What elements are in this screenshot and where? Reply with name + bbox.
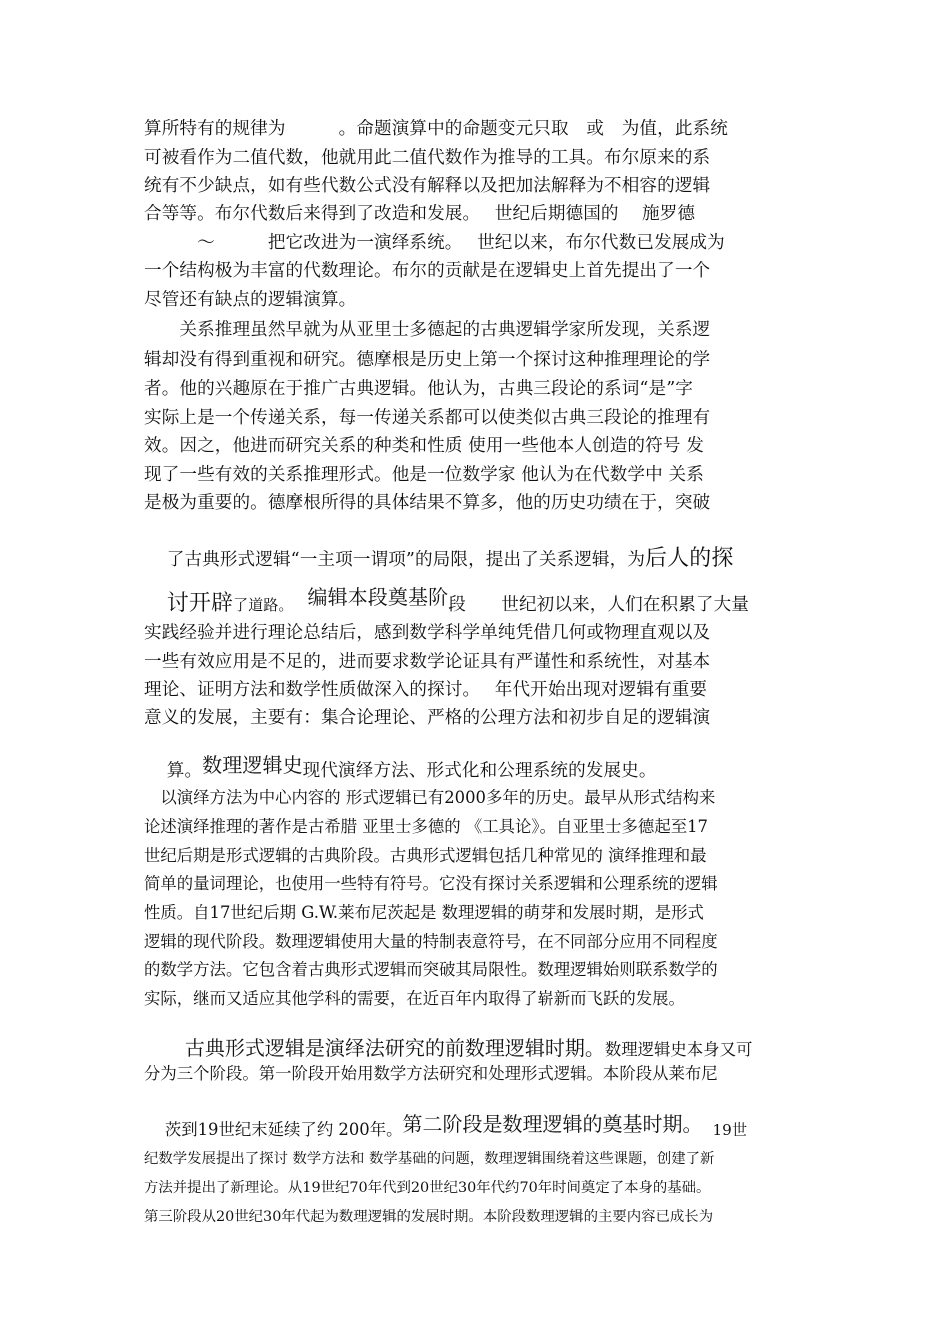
text-run-large: 后人的探: [645, 545, 734, 571]
text-line: 方法并提出了新理论。从19世纪70年代到20世纪30年代约70年时间奠定了本身的基础。: [144, 1180, 711, 1196]
section-heading-link[interactable]: 编辑本段奠基阶: [307, 584, 449, 609]
text-line: 性质。自17世纪后期 G.W.莱布尼茨起是 数理逻辑的萌芽和发展时期，是形式: [144, 903, 704, 922]
text-line: 者。他的兴趣原在于推广古典逻辑。他认为，古典三段论的系词“是”字: [144, 379, 694, 399]
text-line: 统有不少缺点，如有些代数公式没有解释以及把加法解释为不相容的逻辑: [144, 176, 711, 196]
text-run-large: 讨开辟: [166, 590, 234, 616]
text-line: 世纪后期是形式逻辑的古典阶段。古典形式逻辑包括几种常见的 演绎推理和最: [144, 846, 707, 865]
text-line: 算所特有的规律为 。命题演算中的命题变元只取 或 为值，此系统: [144, 119, 728, 139]
text-run: 数理逻辑史本身又可: [604, 1040, 753, 1060]
text-line: 合等等。布尔代数后来得到了改造和发展。 世纪后期德国的 施罗德: [144, 204, 696, 224]
text-line: 理论、证明方法和数学性质做深入的探讨。 年代开始出现对逻辑有重要: [144, 680, 708, 700]
text-line: 关系推理虽然早就为从亚里士多德起的古典逻辑学家所发现，关系逻: [144, 320, 711, 340]
text-run: 了古典形式逻辑“一主项一谓项”的局限，提出了关系逻辑，为: [166, 549, 646, 570]
text-line: 实践经验并进行理论总结后，感到数学科学单纯凭借几何或物理直观以及: [144, 623, 711, 643]
text-line: 实际，继而又适应其他学科的需要，在近百年内取得了崭新而飞跃的发展。: [144, 989, 685, 1008]
text-line: 一些有效应用是不足的，进而要求数学论证具有严谨性和系统性，对基本: [144, 652, 711, 672]
text-run-large: 第二阶段是数理逻辑的奠基时期。: [402, 1112, 703, 1137]
text-line: 效。因之，他进而研究关系的种类和性质 使用一些他本人创造的符号 发: [144, 436, 704, 456]
text-line: 简单的量词理论，也使用一些特有符号。它没有探讨关系逻辑和公理系统的逻辑: [144, 874, 718, 893]
text-line: 第三阶段从20世纪30年代起为数理逻辑的发展时期。本阶段数理逻辑的主要内容已成长为: [144, 1209, 714, 1225]
text-run: 19世: [712, 1121, 748, 1140]
text-line: 辑却没有得到重视和研究。德摩根是历史上第一个探讨这种推理理论的学: [144, 350, 711, 370]
text-run: 算。: [166, 760, 203, 781]
text-line: 的数学方法。它包含着古典形式逻辑而突破其局限性。数理逻辑始则联系数学的: [144, 960, 718, 979]
text-run: 茨到19世纪末延续了约 200年。: [164, 1120, 403, 1140]
section-heading-link[interactable]: 数理逻辑史: [202, 752, 303, 777]
text-line: 实际上是一个传递关系，每一传递关系都可以使类似古典三段论的推理有: [144, 408, 711, 428]
text-line: 逻辑的现代阶段。数理逻辑使用大量的特制表意符号，在不同部分应用不同程度: [144, 932, 718, 951]
text-line: 一个结构极为丰富的代数理论。布尔的贡献是在逻辑史上首先提出了一个: [144, 261, 711, 281]
text-line: 意义的发展，主要有：集合论理论、严格的公理方法和初步自足的逻辑演: [144, 708, 711, 728]
text-line: 尽管还有缺点的逻辑演算。: [144, 290, 357, 310]
text-line: 可被看作为二值代数，他就用此二值代数作为推导的工具。布尔原来的系: [144, 148, 711, 168]
text-line: ～ 把它改进为一演绎系统。 世纪以来，布尔代数已发展成为: [144, 233, 725, 253]
text-line: 纪数学发展提出了探讨 数学方法和 数学基础的问题，数理逻辑围绕着这些课题，创建了新: [144, 1151, 715, 1167]
text-line: 分为三个阶段。第一阶段开始用数学方法研究和处理形式逻辑。本阶段从莱布尼: [144, 1064, 718, 1083]
text-line: 现了一些有效的关系推理形式。他是一位数学家 他认为在代数学中 关系: [144, 465, 704, 485]
text-line: 论述演绎推理的著作是古希腊 亚里士多德的 《工具论》。自亚里士多德起至17: [144, 817, 708, 836]
text-run: 段 世纪初以来，人们在积累了大量: [448, 594, 749, 615]
text-line: 是极为重要的。德摩根所得的具体结果不算多，他的历史功绩在于，突破: [144, 493, 711, 513]
text-run: 了道路。: [233, 595, 294, 614]
text-line: [144, 1102, 747, 1155]
text-run: 现代演绎方法、形式化和公理系统的发展史。: [302, 760, 657, 781]
text-line: 以演绎方法为中心内容的 形式逻辑已有2000多年的历史。最早从形式结构来: [144, 788, 716, 807]
text-run-large: 古典形式逻辑是演绎法研究的前数理逻辑时期。: [164, 1036, 605, 1061]
